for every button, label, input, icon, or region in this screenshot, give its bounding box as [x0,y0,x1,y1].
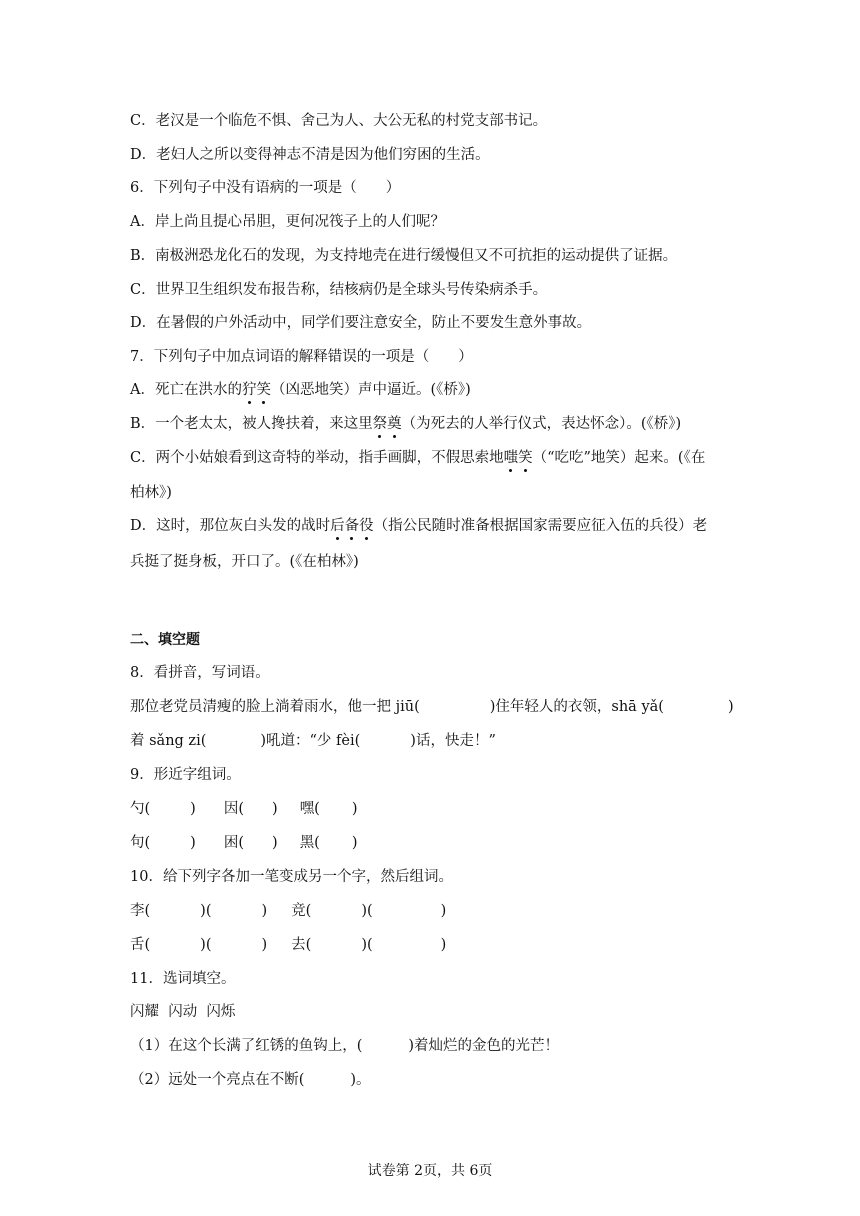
q7-option-b [130,414,681,434]
q7-option-c-cont: 柏林》) [130,485,172,501]
q8-text: )住年轻人的衣领，shā yǎ( [489,699,664,715]
q7-stem: 7．下列句子中加点词语的解释错误的一项是（ ） [130,349,473,365]
q9-char: ) [190,835,196,851]
q11-text: （2）远处一个亮点在不断( [130,1072,305,1088]
q8-line-1 [130,697,734,717]
q7-option-c-post: （“吃吃”地笑）起来。(《在 [532,450,706,466]
q6-option-c: C．世界卫生组织发布报告称，结核病仍是全球头号传染病杀手。 [130,282,548,298]
q5-option-c: C．老汉是一个临危不惧、舍己为人、大公无私的村党支部书记。 [130,113,548,129]
q8-line-2 [130,731,496,751]
q9-char: 黑( [299,835,320,851]
q10-char: 去( [291,937,312,953]
q7-option-a [130,380,471,400]
q10-char: ) [261,937,268,953]
q9-char: ) [190,801,196,817]
q8-text: )话，快走！” [410,733,496,749]
q7-option-c-pre: C．两个小姑娘看到这奇特的举动，指手画脚，不假思索地 [130,450,504,466]
q11-word-bank: 闪耀 闪动 闪烁 [130,1004,236,1020]
q11-sentence-1 [130,1036,559,1056]
section-title: 二、填空题 [130,632,200,648]
q10-stem: 10．给下列字各加一笔变成另一个字，然后组词。 [130,869,453,885]
emphasis-char: 狞 [241,382,257,398]
q10-char: )( [200,903,212,919]
q5-option-d: D．老妇人之所以变得神志不清是因为他们穷困的生活。 [130,147,490,163]
q10-char: ) [261,903,268,919]
q9-char: ) [272,835,278,851]
q10-row-2 [130,935,446,955]
emphasis-char: 笑 [256,382,271,398]
q9-char: 勺( [130,801,151,817]
q7-option-b-pre: B．一个老太太，被人搀扶着，来这里 [130,416,373,432]
emphasis-char: 笑 [518,450,533,466]
q10-char: 竞( [291,903,312,919]
q6-option-d: D．在暑假的户外活动中，同学们要注意安全，防止不要发生意外事故。 [130,315,592,331]
q7-option-d [130,516,707,536]
emphasis-char: 嗤 [503,450,519,466]
q9-char: ) [351,835,358,851]
q10-char: )( [361,903,373,919]
q7-option-c [130,448,705,468]
q9-char: ) [272,801,278,817]
q9-char: 困( [223,835,245,851]
q9-stem: 9．形近字组词。 [130,767,241,783]
q8-text: 着 sǎng zi( [130,733,207,749]
q10-row-1 [130,901,446,921]
q10-char: ) [440,937,447,953]
q7-option-b-post: （为死去的人举行仪式，表达怀念）。(《桥》) [401,416,682,432]
emphasis-char: 役 [359,518,374,534]
q7-option-a-pre: A．死亡在洪水的 [130,382,242,398]
q9-char: ) [351,801,358,817]
q10-char: 舌( [130,937,151,953]
q6-option-a: A．岸上尚且提心吊胆，更何况筏子上的人们呢？ [130,214,445,230]
q7-option-a-post: （凶恶地笑）声中逼近。(《桥》) [270,382,471,398]
q10-char: 李( [130,903,151,919]
q10-char: ) [440,903,447,919]
q8-stem: 8．看拼音，写词语。 [130,665,270,681]
q11-text: )。 [350,1072,371,1088]
q6-stem: 6．下列句子中没有语病的一项是（ ） [130,180,401,196]
q11-sentence-2 [130,1070,371,1090]
emphasis-char: 备 [344,518,360,534]
q7-option-d-cont: 兵挺了挺身板，开口了。(《在柏林》) [130,554,359,570]
q6-option-b: B．南极洲恐龙化石的发现，为支持地壳在进行缓慢但又不可抗拒的运动提供了证据。 [130,248,678,264]
emphasis-char: 奠 [387,416,402,432]
emphasis-char: 后 [330,518,345,534]
q9-char: 句( [130,835,151,851]
q8-text: )吼道：“少 fèi( [260,733,361,749]
q8-text: ) [727,699,734,715]
q7-option-d-pre: D．这时，那位灰白头发的战时 [130,518,331,534]
q11-text: )着灿烂的金色的光芒！ [408,1038,560,1054]
page-footer: 试卷第 2页，共 6页 [367,1163,493,1179]
q7-option-d-post: （指公民随时准备根据国家需要应征入伍的兵役）老 [373,518,708,534]
q10-char: )( [200,937,212,953]
q10-char: )( [361,937,373,953]
q11-text: （1）在这个长满了红锈的鱼钩上，( [130,1038,363,1054]
q9-char: 嘿( [299,801,320,817]
emphasis-char: 祭 [372,416,388,432]
q11-stem: 11．选词填空。 [130,971,236,987]
q9-row-2 [130,833,358,853]
q8-text: 那位老党员清瘦的脸上淌着雨水，他一把 jiū( [130,699,420,715]
q9-row-1 [130,799,358,819]
q9-char: 因( [223,801,245,817]
